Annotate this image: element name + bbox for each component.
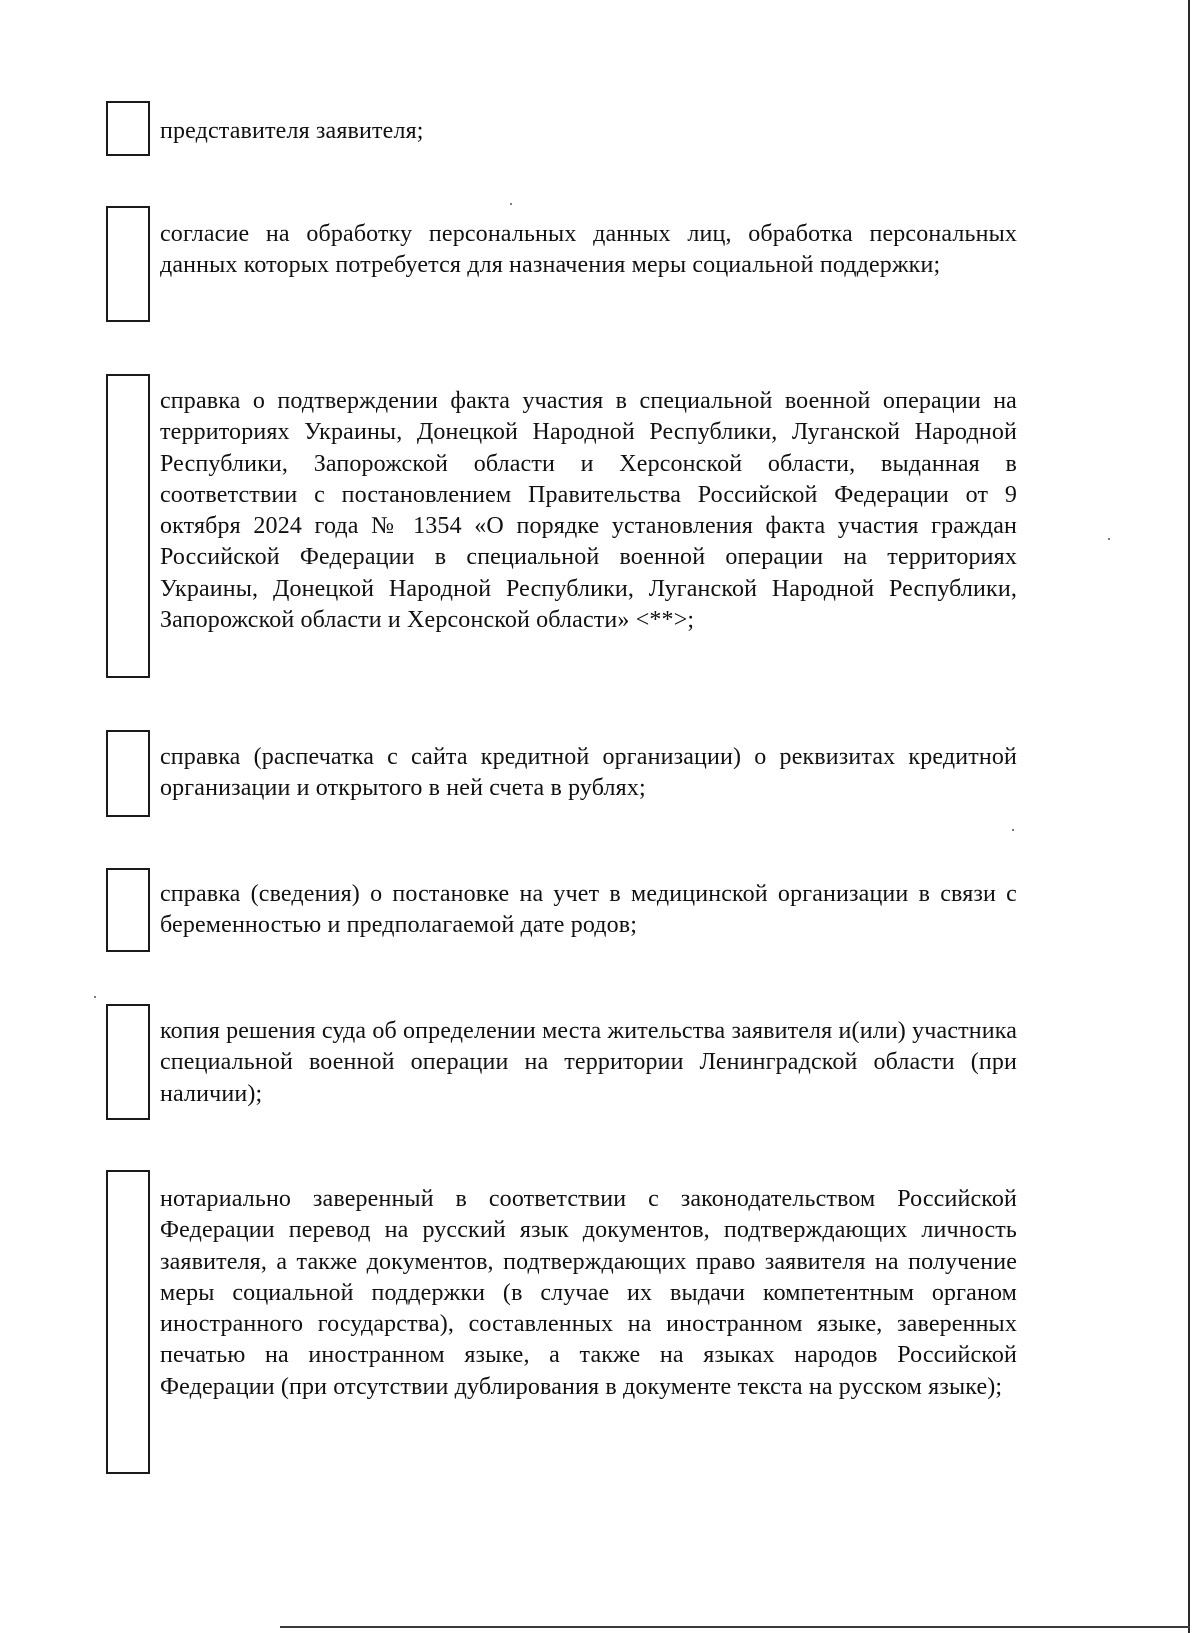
scan-speck — [94, 996, 96, 998]
item-text: согласие на обработку персональных данных лиц, обработка персональных данных которых потребуется для назначения меры социальной поддержки; — [160, 221, 1017, 279]
item-checkbox[interactable] — [106, 374, 150, 678]
item-text: представителя заявителя; — [160, 118, 424, 144]
item-text: справка о подтверждении факта участия в специальной военной операции на территориях Украины, Донецкой Народной Республики, Луганской Народной Республики, Запорожской области и Херсонской области, выданная в соответствии с постановлением Правительства Российской Федерации от 9 октября 2024 года № 1354 «О порядке установления факта участия граждан Российской Федерации в специальной военной операции на территориях Украины, Донецкой Народной Республики, Луганской Народной Республики, Запорожской области и Херсонской области» <**>; — [160, 388, 1017, 634]
item-text: копия решения суда об определении места жительства заявителя и(или) участника специальной военной операции на территории Ленинградской области (при наличии); — [160, 1018, 1017, 1107]
item-checkbox[interactable] — [106, 730, 150, 817]
item-checkbox[interactable] — [106, 101, 150, 156]
item-text: справка (распечатка с сайта кредитной организации) о реквизитах кредитной организации и открытого в ней счета в рублях; — [160, 744, 1017, 802]
item-checkbox[interactable] — [106, 868, 150, 952]
scan-speck — [1012, 829, 1014, 831]
item-checkbox[interactable] — [106, 1170, 150, 1474]
scan-page-edge-right — [1188, 0, 1190, 1633]
scan-speck — [1108, 538, 1110, 540]
scan-speck — [510, 203, 512, 205]
item-text: справка (сведения) о постановке на учет в медицинской организации в связи с беременностью и предполагаемой дате родов; — [160, 881, 1017, 939]
item-checkbox[interactable] — [106, 206, 150, 322]
item-text: нотариально заверенный в соответствии с законодательством Российской Федерации перевод на русский язык документов, подтверждающих личность заявителя, а также документов, подтверждающих право заявителя на получение меры социальной поддержки (в случае их выдачи компетентным органом иностранного государства), составленных на иностранном языке, заверенных печатью на иностранном языке, а также на языках народов Российской Федерации (при отсутствии дублирования в документе текста на русском языке); — [160, 1186, 1017, 1400]
scan-page-edge-bottom — [280, 1626, 1190, 1628]
item-checkbox[interactable] — [106, 1004, 150, 1120]
